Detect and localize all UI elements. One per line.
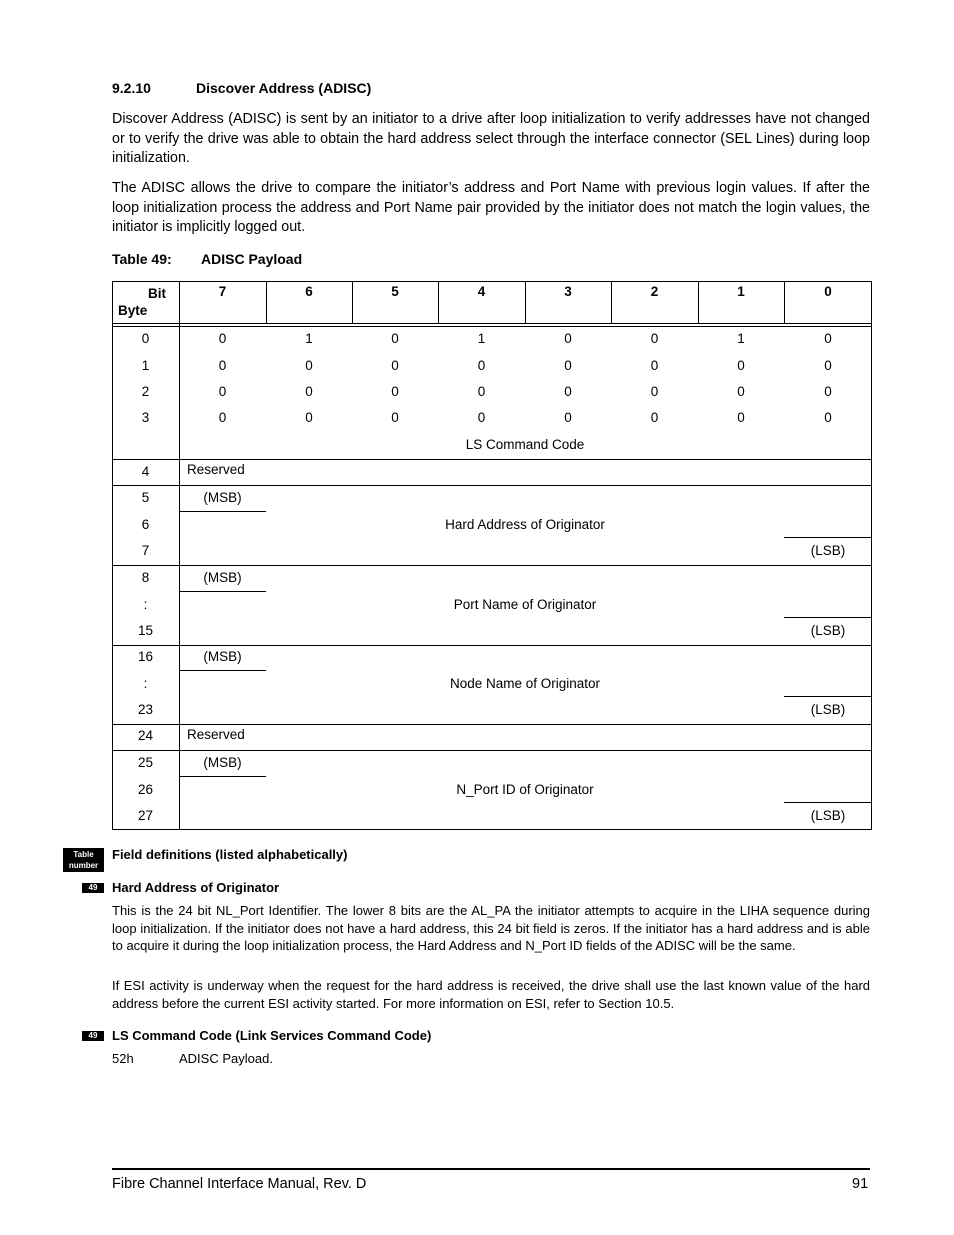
bit-value: 0 xyxy=(650,331,659,346)
intro-paragraph: Discover Address (ADISC) is sent by an initiator to a drive after loop initialization to verify addresses have not changed or to verify the drive was able to obtain the hard address select through the interface connector (SEL Lines) during loop initialization. xyxy=(112,111,870,166)
comparison-paragraph: The ADISC allows the drive to compare the initiator’s address and Port Name with previous login values. If after the loop initialization process the address and Port Name pair provided by the initiator does not match the login values, the initiator is implicitly logged out. xyxy=(112,180,870,235)
table-number-tag xyxy=(63,848,104,872)
bit-value: 0 xyxy=(650,384,659,399)
byte-number: 3 xyxy=(141,410,150,425)
msb-underline xyxy=(179,670,266,671)
header-bit-1: 6 xyxy=(305,284,313,299)
lsb-overline xyxy=(784,802,872,803)
header-bit-6: 1 xyxy=(737,284,745,299)
byte-number: 7 xyxy=(141,543,150,558)
bit-value: 0 xyxy=(824,358,832,373)
reserved-label: Reserved xyxy=(187,462,245,477)
lsb-overline xyxy=(784,617,872,618)
footer-title: Fibre Channel Interface Manual, Rev. D xyxy=(112,1176,367,1192)
hard-address-lsb: (LSB) xyxy=(810,543,846,558)
bit-value: 0 xyxy=(737,384,745,399)
lsb-overline xyxy=(784,537,872,538)
bit-value: 0 xyxy=(824,331,832,346)
header-rule xyxy=(112,326,872,327)
table-border-left xyxy=(112,281,113,830)
bit-value: 0 xyxy=(824,384,832,399)
header-column-divider xyxy=(525,281,526,323)
bit-value: 0 xyxy=(737,358,745,373)
row-divider xyxy=(112,750,872,751)
table-border-right xyxy=(871,281,872,830)
bit-value: 0 xyxy=(564,358,572,373)
bit-value: 0 xyxy=(564,410,572,425)
bit-value: 0 xyxy=(564,331,572,346)
section-title: Discover Address (ADISC) xyxy=(196,80,372,96)
byte-number: 4 xyxy=(141,464,150,479)
header-column-divider xyxy=(698,281,699,323)
nport-id-msb: (MSB) xyxy=(203,755,242,770)
esi-note: If ESI activity is underway when the request for the hard address is received, the drive shall use the last known value of the hard address before the current ESI activity started. For more information on ESI, refer to Section 10.5. xyxy=(112,978,870,1011)
footer-rule xyxy=(112,1168,870,1170)
byte-number: 2 xyxy=(141,384,150,399)
port-name-msb: (MSB) xyxy=(203,570,242,585)
header-byte-label: Byte xyxy=(118,303,148,318)
byte-number: 23 xyxy=(137,702,154,717)
bit-value: 0 xyxy=(650,410,659,425)
row-divider xyxy=(112,724,872,725)
bit-value: 0 xyxy=(477,384,486,399)
bit-value: 0 xyxy=(564,384,572,399)
page-number: 91 xyxy=(852,1176,869,1192)
lsb-overline xyxy=(784,696,872,697)
bit-value: 1 xyxy=(305,331,313,346)
byte-number: 24 xyxy=(137,728,154,743)
header-bit-label: Bit xyxy=(148,286,166,301)
hard-address-label: Hard Address of Originator xyxy=(445,517,605,532)
header-bit-0: 7 xyxy=(218,284,227,299)
bit-value: 1 xyxy=(477,331,486,346)
bit-value: 0 xyxy=(391,410,399,425)
reserved-label: Reserved xyxy=(187,727,245,742)
node-name-msb: (MSB) xyxy=(203,649,242,664)
header-bit-7: 0 xyxy=(824,284,832,299)
row-divider xyxy=(112,459,872,460)
bit-value: 0 xyxy=(391,358,399,373)
bit-value: 0 xyxy=(305,384,313,399)
table-tag-line1: Table xyxy=(73,850,94,859)
bit-value: 0 xyxy=(477,410,486,425)
bit-value: 0 xyxy=(391,384,399,399)
row-divider xyxy=(112,565,872,566)
bit-value: 0 xyxy=(650,358,659,373)
row-divider xyxy=(112,645,872,646)
row-divider xyxy=(112,485,872,486)
section-number: 9.2.10 xyxy=(112,80,151,96)
bit-value: 0 xyxy=(737,410,745,425)
header-bit-4: 3 xyxy=(564,284,572,299)
adisc-payload-table xyxy=(112,281,872,830)
bit-value: 0 xyxy=(305,358,313,373)
table-border-bottom xyxy=(112,829,872,830)
header-column-divider xyxy=(611,281,612,323)
msb-underline xyxy=(179,591,266,592)
nport-id-lsb: (LSB) xyxy=(810,808,846,823)
byte-number: 6 xyxy=(141,517,150,532)
nport-id-label: N_Port ID of Originator xyxy=(456,782,594,797)
byte-number: 27 xyxy=(137,808,154,823)
node-name-lsb: (LSB) xyxy=(810,702,846,717)
header-column-divider xyxy=(266,281,267,323)
byte-number: 0 xyxy=(141,331,150,346)
bit-value: 0 xyxy=(218,410,227,425)
header-bit-2: 5 xyxy=(391,284,399,299)
bit-value: 1 xyxy=(737,331,745,346)
bit-value: 0 xyxy=(305,410,313,425)
hard-address-msb: (MSB) xyxy=(203,490,242,505)
node-name-label: Node Name of Originator xyxy=(449,676,601,691)
header-bit-3: 4 xyxy=(477,284,486,299)
hard-address-description: This is the 24 bit NL_Port Identifier. The lower 8 bits are the AL_PA the initiator attempts to acquire in the LIHA sequence during loop initialization. If the initiator does not have a hard address, this 24 bit field is zeros. If the initiator has a hard address and is able to acquire it during the loop initialization process, the Hard Address and N_Port ID fields of the ADISC will be the same. xyxy=(112,903,870,953)
table-tag-line2: number xyxy=(68,861,99,870)
byte-number: 1 xyxy=(141,358,150,373)
header-column-divider xyxy=(784,281,785,323)
ls-command-code-description: ADISC Payload. xyxy=(179,1051,273,1066)
bit-value: 0 xyxy=(218,384,227,399)
bit-value: 0 xyxy=(391,331,399,346)
byte-column-divider xyxy=(179,281,180,830)
byte-number: 15 xyxy=(137,623,154,638)
byte-number: 16 xyxy=(137,649,154,664)
bit-value: 0 xyxy=(218,358,227,373)
header-bit-5: 2 xyxy=(650,284,659,299)
table-ref-tag: 49 xyxy=(82,883,104,893)
header-column-divider xyxy=(438,281,439,323)
ls-command-code-value: 52h xyxy=(112,1051,134,1066)
bit-value: 0 xyxy=(824,410,832,425)
header-column-divider xyxy=(352,281,353,323)
table-number: Table 49: xyxy=(112,251,172,267)
field-name-hard-address: Hard Address of Originator xyxy=(112,880,280,895)
byte-number: : xyxy=(143,676,148,691)
msb-underline xyxy=(179,511,266,512)
byte-number: 26 xyxy=(137,782,154,797)
header-rule xyxy=(112,323,872,324)
port-name-label: Port Name of Originator xyxy=(453,597,597,612)
bit-value: 0 xyxy=(477,358,486,373)
byte-number: 5 xyxy=(141,490,150,505)
table-title: ADISC Payload xyxy=(201,251,303,267)
bit-value: 0 xyxy=(218,331,227,346)
byte-number: 25 xyxy=(137,755,154,770)
port-name-lsb: (LSB) xyxy=(810,623,846,638)
msb-underline xyxy=(179,776,266,777)
byte-number: : xyxy=(143,597,148,612)
table-ref-tag: 49 xyxy=(82,1031,104,1041)
field-definitions-heading: Field definitions (listed alphabetically) xyxy=(112,847,348,862)
field-name-ls-command-code: LS Command Code (Link Services Command Code) xyxy=(112,1028,432,1043)
ls-command-code-label: LS Command Code xyxy=(465,437,585,452)
table-border-top xyxy=(112,281,872,282)
byte-number: 8 xyxy=(141,570,150,585)
